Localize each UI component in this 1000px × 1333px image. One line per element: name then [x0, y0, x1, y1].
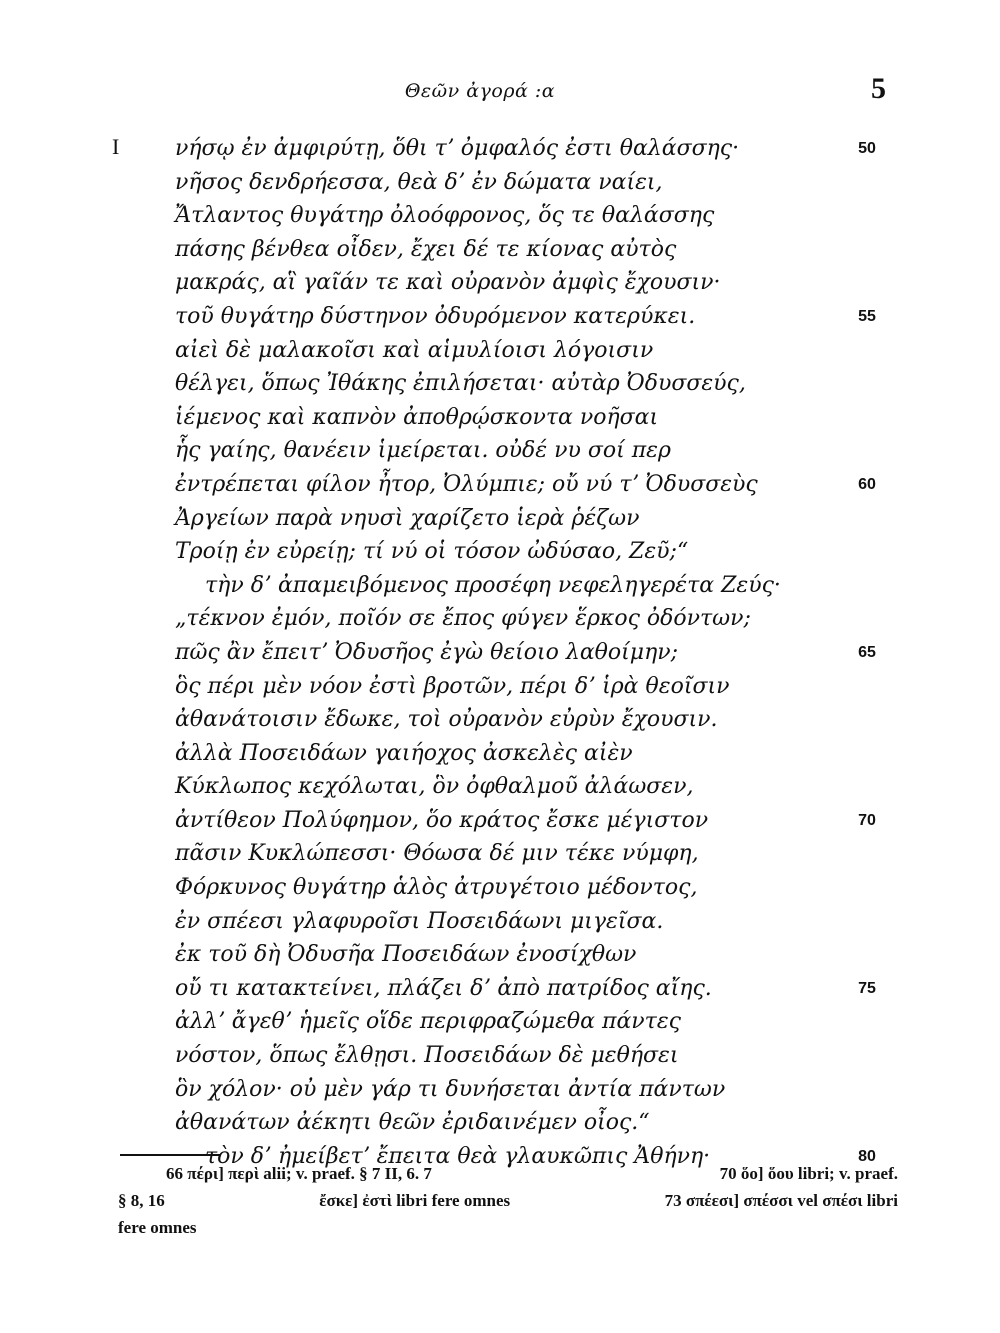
book-number: I: [112, 134, 120, 159]
verse-line: [175, 1073, 895, 1107]
verse-text: Ἀργείων παρὰ νηυσὶ χαρίζετο ἱερὰ ῥέζων: [175, 505, 640, 531]
verse-text: ἀθανάτοισιν ἔδωκε, τοὶ οὐρανὸν εὐρὺν ἔχουσιν.: [175, 707, 718, 733]
verse-text: ἐν σπέεσι γλαφυροῖσι Ποσειδάωνι μιγεῖσα.: [175, 908, 664, 934]
verse-line: [175, 199, 895, 233]
verse-line: [175, 266, 895, 300]
verse-text: ἱέμενος καὶ καπνὸν ἀποθρῴσκοντα νοῆσαι: [175, 404, 659, 430]
verse-line: [175, 1039, 895, 1073]
verse-text: πᾶσιν Κυκλώπεσσι· Θόωσα δέ μιν τέκε νύμφη,: [175, 841, 699, 867]
verse-text: ἐκ τοῦ δὴ Ὀδυσῆα Ποσειδάων ἐνοσίχθων: [175, 942, 637, 968]
footnote-rule: [120, 1154, 220, 1156]
verse-line: [175, 737, 895, 771]
apparatus-line: [118, 1214, 898, 1241]
verse-text: τὴν δʼ ἀπαμειβόμενος προσέφη νεφεληγερέτα Ζεύς·: [205, 572, 781, 598]
line-number: 60: [858, 475, 876, 493]
page-number: 5: [871, 72, 886, 105]
line-number: 80: [858, 1147, 876, 1165]
verse-line: [175, 300, 895, 334]
apparatus-note: § 8, 16: [118, 1191, 165, 1210]
verse-line: [175, 636, 895, 670]
verse-line: [175, 468, 895, 502]
verse-line: [175, 569, 895, 603]
verse-line: [175, 905, 895, 939]
verse-line: [175, 972, 895, 1006]
verse-text: ἧς γαίης, θανέειν ἱμείρεται. οὐδέ νυ σοί περ: [175, 438, 671, 464]
line-number: 50: [858, 140, 876, 157]
verse-text: „τέκνον ἐμόν, ποῖόν σε ἔπος φύγεν ἕρκος ὀδόντων;: [175, 606, 751, 632]
verse-text: πῶς ἂν ἔπειτʼ Ὀδυσῆος ἐγὼ θείοιο λαθοίμην;: [175, 639, 679, 665]
verse-text: Ἄτλαντος θυγάτηρ ὀλοόφρονος, ὅς τε θαλάσσης: [175, 203, 715, 229]
apparatus-note: 70 ὅο] ὅου libri; v. praef.: [719, 1164, 898, 1183]
verse-text: πάσης βένθεα οἶδεν, ἔχει δέ τε κίονας αὐτὸς: [175, 236, 677, 262]
verse-text: θέλγει, ὅπως Ἰθάκης ἐπιλήσεται· αὐτὰρ Ὀδυσσεύς,: [175, 371, 746, 397]
verse-line: [175, 434, 895, 468]
verse-line: [175, 670, 895, 704]
verse-line: [175, 837, 895, 871]
verse-line: [175, 703, 895, 737]
verse-line: [175, 1005, 895, 1039]
apparatus-line: [118, 1160, 898, 1187]
apparatus-note: 66 πέρι] περὶ alii; v. praef. § 7 II, 6. 7: [166, 1164, 432, 1183]
verse-line: [175, 1106, 895, 1140]
apparatus-line: [118, 1187, 898, 1214]
line-number: 70: [858, 811, 876, 829]
verse-text: νόστον, ὅπως ἔλθῃσι. Ποσειδάων δὲ μεθήσει: [175, 1043, 679, 1069]
apparatus-note: ἔσκε] ἐστὶ libri fere omnes: [319, 1191, 511, 1210]
verse-text: ἀλλὰ Ποσειδάων γαιήοχος ἀσκελὲς αἰὲν: [175, 740, 633, 766]
verse-line: [175, 770, 895, 804]
verse-line: [175, 804, 895, 838]
verse-line: [175, 132, 895, 166]
verse-text: τοῦ θυγάτηρ δύστηνον ὀδυρόμενον κατερύκει.: [175, 303, 696, 329]
verse-line: [175, 502, 895, 536]
verse-text: οὔ τι κατακτείνει, πλάζει δʼ ἀπὸ πατρίδος αἴης.: [175, 975, 712, 1001]
verse-text: ἀλλʼ ἄγεθʼ ἡμεῖς οἵδε περιφραζώμεθα πάντες: [175, 1009, 681, 1035]
verse-line: [175, 401, 895, 435]
running-head: Θεῶν ἀγορά :α: [404, 80, 556, 102]
line-number: 65: [858, 643, 876, 661]
verse-line: [175, 334, 895, 368]
verse-text: νήσῳ ἐν ἀμφιρύτῃ, ὅθι τʼ ὀμφαλός ἐστι θαλάσσης·: [175, 136, 740, 161]
apparatus-note: fere omnes: [118, 1218, 197, 1237]
verse-text: τὸν δʼ ἠμείβετʼ ἔπειτα θεὰ γλαυκῶπις Ἀθήνη·: [205, 1143, 711, 1169]
verse-text: Κύκλωπος κεχόλωται, ὃν ὀφθαλμοῦ ἀλάωσεν,: [175, 774, 694, 800]
verse-line: [175, 602, 895, 636]
verse-text: ἀντίθεον Πολύφημον, ὅο κράτος ἔσκε μέγιστον: [175, 807, 709, 833]
verse-line: [175, 938, 895, 972]
verse-text: ἐντρέπεται φίλον ἦτορ, Ὀλύμπιε; οὔ νύ τʼ Ὀδυσσεὺς: [175, 471, 758, 497]
verse-line: [175, 535, 895, 569]
verse-text: ὃς πέρι μὲν νόον ἐστὶ βροτῶν, πέρι δʼ ἱρὰ θεοῖσιν: [175, 673, 730, 699]
verse-block: [175, 132, 895, 1173]
verse-text: μακράς, αἳ γαῖάν τε καὶ οὐρανὸν ἀμφὶς ἔχουσιν·: [175, 270, 721, 296]
verse-text: ὃν χόλον· οὐ μὲν γάρ τι δυνήσεται ἀντία πάντων: [175, 1076, 726, 1102]
verse-text: νῆσος δενδρήεσσα, θεὰ δʼ ἐν δώματα ναίει,: [175, 169, 663, 195]
verse-text: αἰεὶ δὲ μαλακοῖσι καὶ αἱμυλίοισι λόγοισιν: [175, 337, 654, 363]
line-number: 75: [858, 979, 876, 997]
apparatus-note: 73 σπέεσι] σπέσσι vel σπέσι libri: [664, 1191, 898, 1210]
verse-line: [175, 166, 895, 200]
verse-text: Φόρκυνος θυγάτηρ ἁλὸς ἀτρυγέτοιο μέδοντος,: [175, 875, 698, 901]
line-number: 55: [858, 307, 876, 325]
critical-apparatus: [118, 1160, 898, 1241]
verse-text: Τροίῃ ἐν εὐρείῃ; τί νύ οἱ τόσον ὠδύσαο, Ζεῦ;“: [175, 539, 689, 565]
verse-line: [175, 871, 895, 905]
verse-line: [175, 233, 895, 267]
verse-line: [175, 367, 895, 401]
verse-text: ἀθανάτων ἀέκητι θεῶν ἐριδαινέμεν οἶος.“: [175, 1110, 650, 1136]
